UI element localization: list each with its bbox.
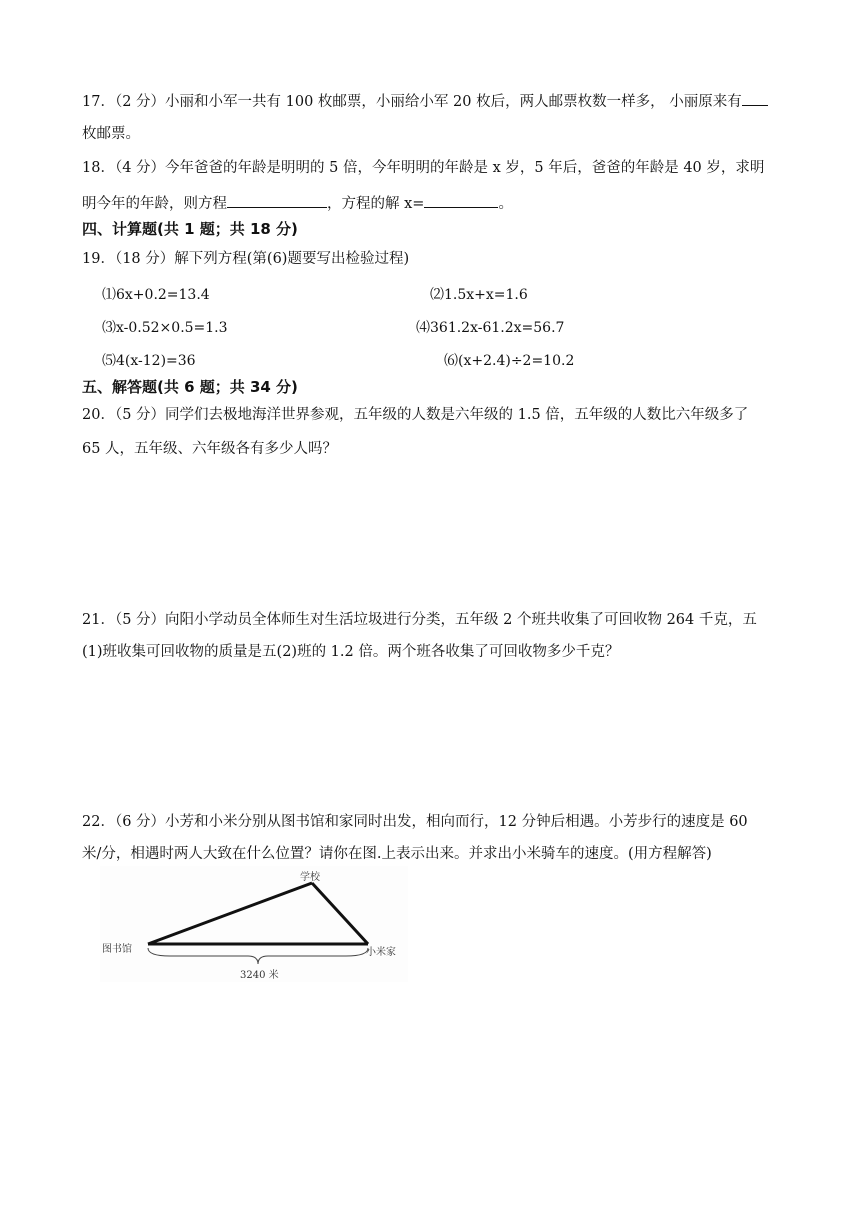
- route-diagram[interactable]: [100, 866, 408, 982]
- q19-item-2: ⑵1.5x+x=1.6: [430, 287, 528, 303]
- q19-stem: 19．（18 分）解下列方程(第(6)题要写出检验过程): [82, 251, 410, 267]
- q19-item-5: ⑸4(x-12)=36: [102, 353, 196, 369]
- q17-answer-blank[interactable]: [742, 90, 768, 106]
- home-label: 小米家: [366, 947, 396, 958]
- q18-text-c: 。: [498, 196, 513, 212]
- section-4-title: 四、计算题(共 1 题；共 18 分): [82, 220, 298, 238]
- section-5-title: 五、解答题(共 6 题；共 34 分): [82, 378, 298, 396]
- q18-line1: 18．（4 分）今年爸爸的年龄是明明的 5 倍，今年明明的年龄是 x 岁，5 年后，爸爸的年龄是 40 岁，求明: [82, 160, 765, 176]
- q22-line1: 22．（6 分）小芳和小米分别从图书馆和家同时出发，相向而行，12 分钟后相遇。小芳步行的速度是 60: [82, 814, 748, 830]
- q20-line2: 65 人，五年级、六年级各有多少人吗？: [82, 441, 338, 457]
- q20-line1: 20．（5 分）同学们去极地海洋世界参观，五年级的人数是六年级的 1.5 倍，五年级的人数比六年级多了: [82, 407, 749, 423]
- distance-label: 3240 米: [240, 970, 279, 981]
- q19-item-1: ⑴6x+0.2=13.4: [102, 287, 210, 303]
- route-diagram-svg: [100, 866, 408, 982]
- q21-line2: (1)班收集可回收物的质量是五(2)班的 1.2 倍。两个班各收集了可回收物多少千克？: [82, 644, 620, 660]
- q18-equation-blank[interactable]: [227, 192, 327, 208]
- school-label: 学校: [300, 872, 320, 883]
- q18-text-b: ，方程的解 x=: [327, 196, 425, 212]
- library-label: 图书馆: [102, 944, 132, 955]
- q18-line2: [82, 192, 513, 214]
- q19-item-6: ⑹(x+2.4)÷2=10.2: [444, 353, 575, 369]
- q19-item-3: ⑶x-0.52×0.5=1.3: [102, 320, 228, 336]
- q18-text-a: 明今年的年龄，则方程: [82, 196, 227, 212]
- q18-solution-blank[interactable]: [424, 192, 498, 208]
- q17-text: 17．（2 分）小丽和小军一共有 100 枚邮票，小丽给小军 20 枚后，两人邮票枚数一样多， 小丽原来有: [82, 94, 742, 110]
- q17-line2: 枚邮票。: [82, 126, 140, 142]
- q17-line1: [82, 90, 768, 112]
- diagram-background: [100, 866, 408, 982]
- q19-item-4: ⑷361.2x-61.2x=56.7: [416, 320, 565, 336]
- q22-line2: 米/分，相遇时两人大致在什么位置？请你在图.上表示出来。并求出小米骑车的速度。(用方程解答): [82, 846, 712, 862]
- q21-line1: 21．（5 分）向阳小学动员全体师生对生活垃圾进行分类，五年级 2 个班共收集了可回收物 264 千克，五: [82, 612, 757, 628]
